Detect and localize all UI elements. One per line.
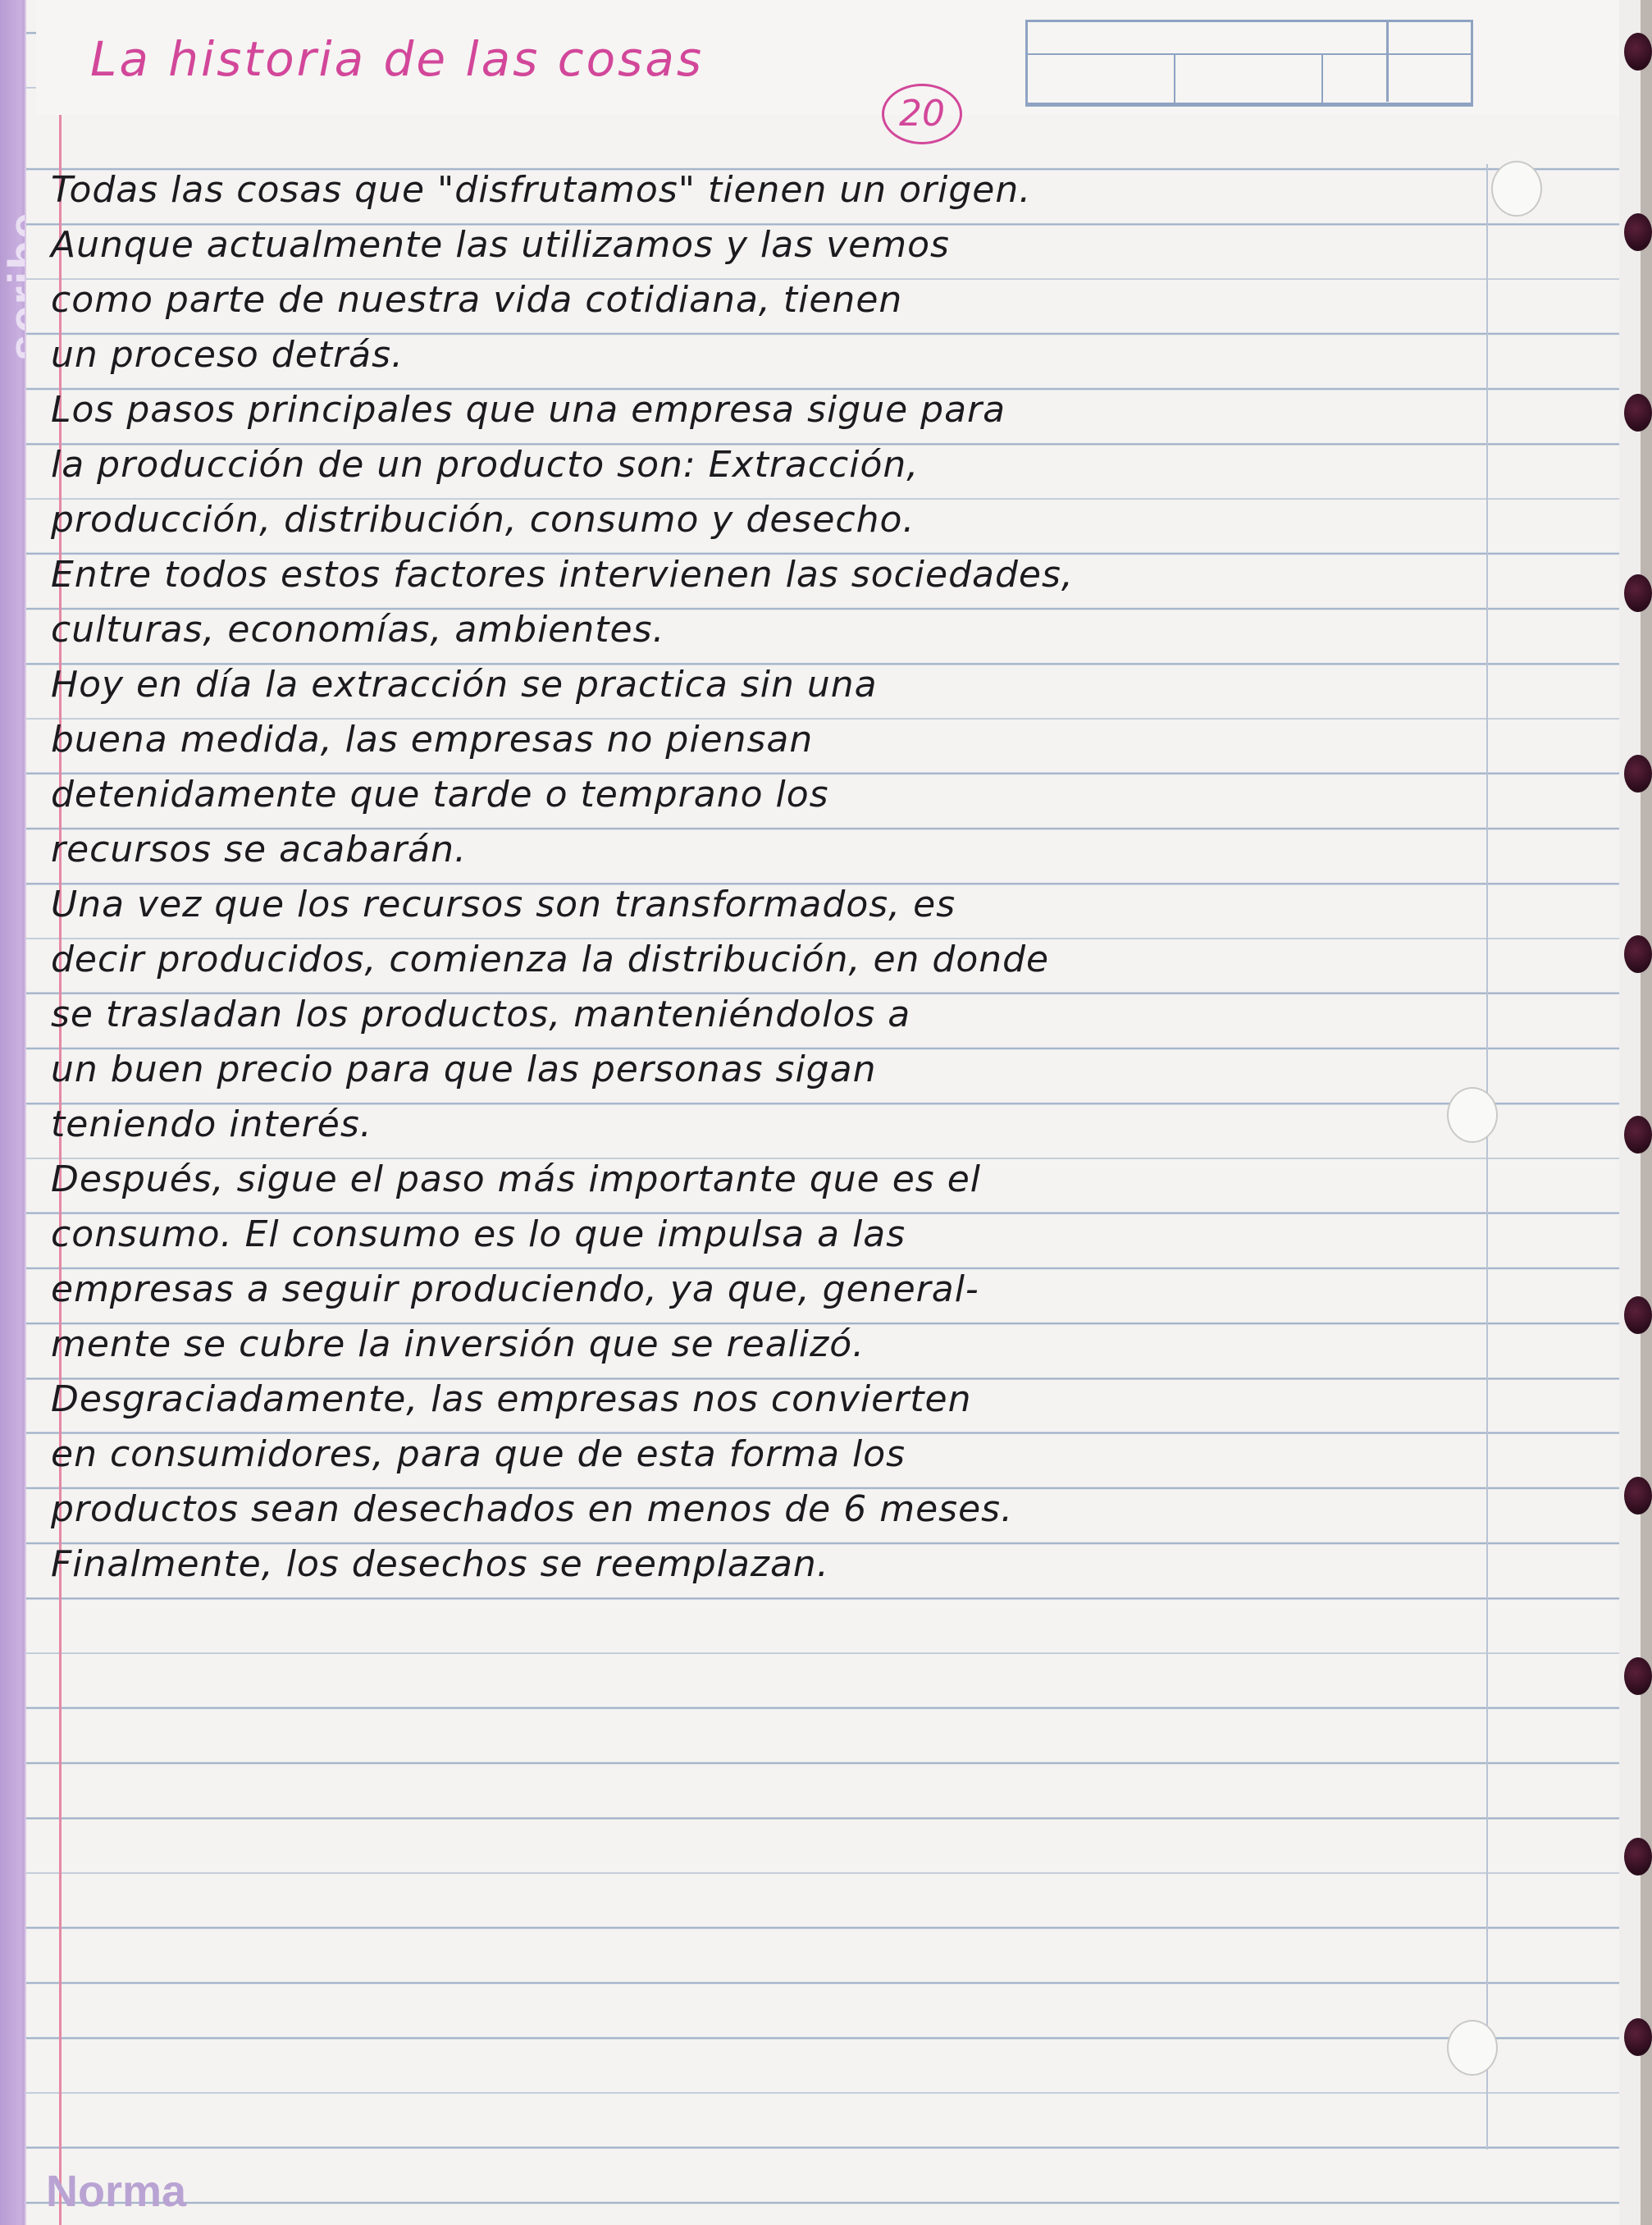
punch-hole-icon <box>1491 161 1542 217</box>
text-line: decir producidos, comienza la distribución, en donde <box>51 939 1050 980</box>
notebook-brand-logo: Norma <box>46 2167 187 2216</box>
binder-ring-icon <box>1624 1296 1652 1334</box>
text-line: productos sean desechados en menos de 6 meses. <box>51 1488 1014 1530</box>
text-line: producción, distribución, consumo y desecho. <box>51 499 915 541</box>
text-line: Todas las cosas que "disfrutamos" tienen un origen. <box>51 169 1032 211</box>
binder-ring-icon <box>1624 1838 1652 1875</box>
binder-ring-icon <box>1624 755 1652 793</box>
text-line: consumo. El consumo es lo que impulsa a las <box>51 1213 906 1255</box>
text-line: empresas a seguir produciendo, ya que, general- <box>51 1268 979 1310</box>
text-line: Desgraciadamente, las empresas nos convierten <box>51 1378 972 1420</box>
text-line: culturas, economías, ambientes. <box>51 609 665 651</box>
text-line: la producción de un producto son: Extracción, <box>51 444 920 486</box>
binder-ring-icon <box>1624 574 1652 612</box>
text-line: un proceso detrás. <box>51 334 404 376</box>
handwritten-text <box>51 162 1470 1592</box>
text-line: teniendo interés. <box>51 1103 372 1145</box>
text-line: Finalmente, los desechos se reemplazan. <box>51 1543 829 1585</box>
text-line: detenidamente que tarde o temprano los <box>51 774 829 816</box>
text-line: Después, sigue el paso más importante que es el <box>51 1158 982 1200</box>
ring-binder-edge <box>1619 0 1641 2225</box>
page-title: La historia de las cosas <box>90 31 705 87</box>
text-line: Una vez que los recursos son transformados, es <box>51 884 956 925</box>
binder-ring-icon <box>1624 33 1652 71</box>
text-line: Los pasos principales que una empresa sigue para <box>51 389 1006 431</box>
binder-ring-icon <box>1624 213 1652 251</box>
text-line: se trasladan los productos, manteniéndolos a <box>51 994 911 1035</box>
text-line: un buen precio para que las personas sigan <box>51 1049 877 1090</box>
binder-ring-icon <box>1624 935 1652 973</box>
right-margin-line <box>1486 164 1488 2150</box>
binder-ring-icon <box>1624 1477 1652 1515</box>
page-number-box <box>1386 20 1471 102</box>
text-line: buena medida, las empresas no piensan <box>51 719 814 761</box>
punch-hole-icon <box>1447 2020 1498 2076</box>
binder-ring-icon <box>1624 2018 1652 2056</box>
binder-ring-icon <box>1624 1657 1652 1695</box>
binder-ring-icon <box>1624 1116 1652 1154</box>
text-line: Entre todos estos factores intervienen las sociedades, <box>51 554 1074 596</box>
grade-circle: 20 <box>882 84 962 144</box>
text-line: en consumidores, para que de esta forma los <box>51 1433 906 1475</box>
text-line: recursos se acabarán. <box>51 829 467 870</box>
punch-hole-icon <box>1447 1087 1498 1143</box>
text-line: Hoy en día la extracción se practica sin una <box>51 664 878 706</box>
text-line: Aunque actualmente las utilizamos y las vemos <box>51 224 950 266</box>
text-line: como parte de nuestra vida cotidiana, tienen <box>51 279 903 321</box>
text-line: mente se cubre la inversión que se realizó. <box>51 1323 865 1365</box>
binder-ring-icon <box>1624 394 1652 432</box>
